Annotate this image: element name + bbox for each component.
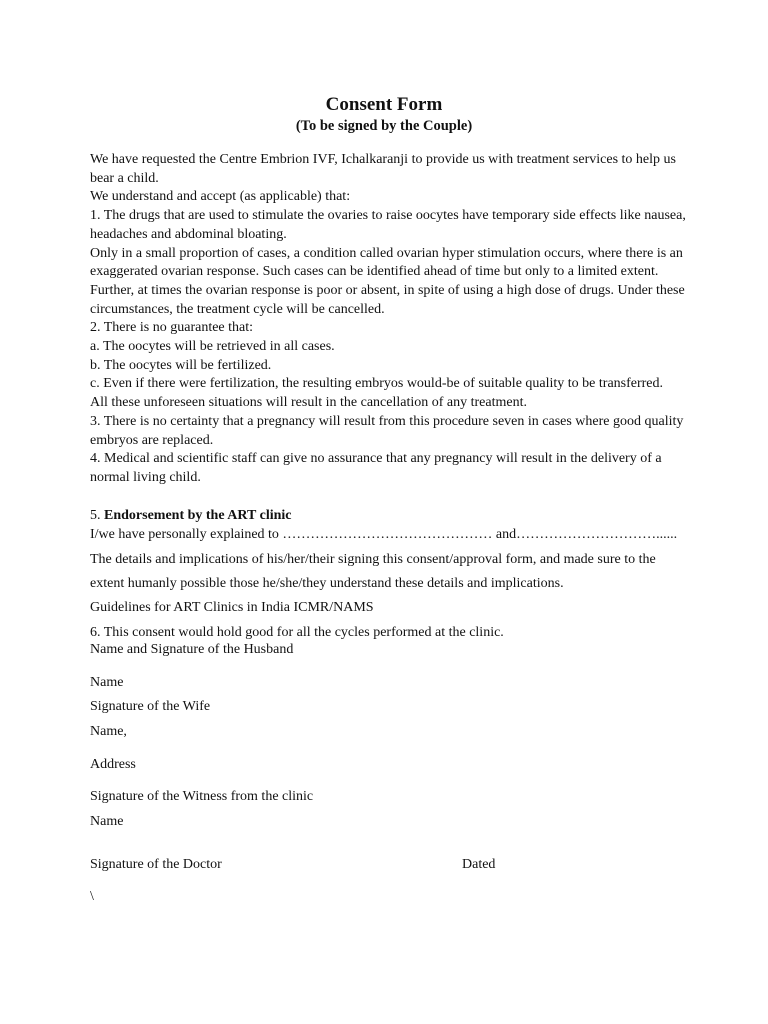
guidelines-line: Guidelines for ART Clinics in India ICMR/NAMS [90, 600, 374, 615]
paragraph-request: We have requested the Centre Embrion IVF, Ichalkaranji to provide us with treatment services to help us bear a child. [90, 152, 676, 186]
explained-to-line: I/we have personally explained to ……………………………………… and…………………………...... [90, 527, 678, 542]
document-title: Consent Form [325, 94, 443, 115]
paragraph-clause-2a: a. The oocytes will be retrieved in all cases. [90, 339, 335, 355]
endorsement-number: 5. [90, 508, 104, 523]
wife-name-label: Name, [90, 724, 127, 739]
stray-backslash-mark: \ [90, 889, 94, 904]
paragraph-clause-1: 1. The drugs that are used to stimulate the ovaries to raise oocytes have temporary side effects like nausea, headaches and abdominal bloating. [90, 208, 686, 242]
details-line-2: extent humanly possible those he/she/they understand these details and implications. [90, 576, 564, 591]
document-subtitle: (To be signed by the Couple) [295, 118, 473, 134]
consent-body [90, 151, 686, 488]
paragraph-understand: We understand and accept (as applicable) that: [90, 189, 351, 205]
husband-signature-label: Name and Signature of the Husband [90, 642, 294, 657]
paragraph-clause-2b: b. The oocytes will be fertilized. [90, 357, 272, 373]
doctor-signature-label: Signature of the Doctor [90, 857, 222, 872]
paragraph-cancellation: All these unforeseen situations will result in the cancellation of any treatment. [90, 395, 527, 411]
endorsement-heading-line [90, 508, 291, 524]
endorsement-heading: Endorsement by the ART clinic [104, 508, 292, 523]
clause-6-line: 6. This consent would hold good for all the cycles performed at the clinic. [90, 625, 504, 640]
dated-label: Dated [462, 857, 496, 872]
witness-signature-label: Signature of the Witness from the clinic [90, 789, 314, 804]
address-label: Address [90, 757, 136, 772]
wife-signature-label: Signature of the Wife [90, 699, 211, 714]
witness-name-label: Name [90, 814, 124, 829]
husband-name-label: Name [90, 675, 124, 690]
paragraph-hyperstimulation: Only in a small proportion of cases, a condition called ovarian hyper stimulation occurs, where there is an exaggerated ovarian response. Such cases can be identified ahead of time but only to a limited extent. [90, 245, 683, 280]
details-line-1: The details and implications of his/her/their signing this consent/approval form, and made sure to the [90, 552, 656, 567]
paragraph-clause-3: 3. There is no certainty that a pregnancy will result from this procedure seven in cases where good quality embryos are replaced. [90, 413, 684, 448]
paragraph-poor-response: Further, at times the ovarian response is poor or absent, in spite of using a high dose of drugs. Under these circumstances, the treatment cycle will be cancelled. [90, 282, 685, 317]
paragraph-clause-4: 4. Medical and scientific staff can give no assurance that any pregnancy will result in the delivery of a normal living child. [90, 451, 662, 485]
paragraph-clause-2c: c. Even if there were fertilization, the resulting embryos would-be of suitable quality to be transferred. [90, 376, 664, 392]
paragraph-clause-2: 2. There is no guarantee that: [90, 320, 254, 336]
